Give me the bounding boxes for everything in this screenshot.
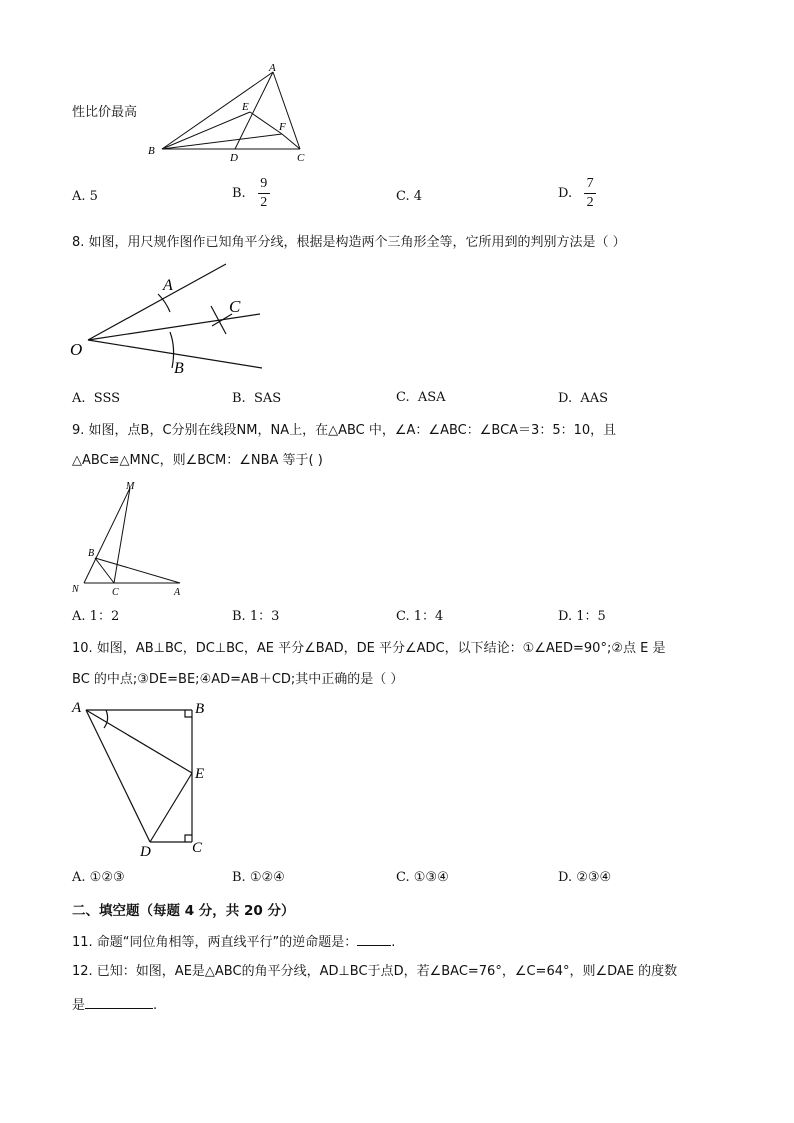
q10-option-b[interactable]: B. ①②④ bbox=[232, 870, 285, 885]
q8-angle-bisector-figure bbox=[66, 256, 276, 381]
q12-stem-line2: 是 bbox=[72, 998, 86, 1013]
q9-stem-line2: △ABC≌△MNC，则∠BCM：∠NBA 等于( ) bbox=[72, 453, 323, 468]
q7-option-c[interactable]: C. 4 bbox=[396, 189, 423, 204]
q11-end: . bbox=[391, 935, 396, 950]
q9-label-a: A bbox=[174, 587, 181, 598]
q10-label-a: A bbox=[72, 700, 82, 716]
q10-stem-line2: BC 的中点;③DE=BE;④AD=AB＋CD;其中正确的是（ ） bbox=[72, 672, 404, 687]
q11-answer-blank[interactable] bbox=[357, 931, 391, 946]
q10-option-d[interactable]: D. ②③④ bbox=[558, 870, 612, 885]
q7-side-note: 性比价最高 bbox=[72, 105, 138, 120]
q9-label-m: M bbox=[126, 481, 135, 492]
q10-label-e: E bbox=[195, 766, 205, 782]
q10-label-b: B bbox=[195, 701, 205, 717]
q8-option-a[interactable]: A. SSS bbox=[72, 391, 121, 406]
q8-label-b: B bbox=[174, 360, 184, 377]
q8-stem: 8. 如图，用尺规作图作已知角平分线，根据是构造两个三角形全等，它所用到的判别方法是（ ） bbox=[72, 235, 626, 250]
q8-label-c: C bbox=[229, 297, 241, 316]
q12-answer-blank[interactable] bbox=[85, 994, 153, 1009]
q7-triangle-figure bbox=[140, 60, 320, 170]
q7-option-b-fraction: $\frac{9}{2}$ bbox=[258, 176, 270, 211]
q10-label-c: C bbox=[192, 840, 203, 856]
q9-option-c[interactable]: C. 1：4 bbox=[396, 609, 444, 624]
q8-option-c[interactable]: C. ASA bbox=[396, 390, 446, 405]
q9-label-b: B bbox=[88, 548, 95, 559]
q7-option-a[interactable]: A. 5 bbox=[72, 189, 98, 204]
section-title: 二、填空题（每题 4 分，共 20 分） bbox=[72, 903, 295, 919]
q10-trapezoid-figure bbox=[68, 694, 218, 860]
q9-label-c: C bbox=[112, 587, 119, 598]
q7-option-d[interactable]: D. $\frac{7}{2}$ bbox=[558, 176, 596, 211]
q9-option-a[interactable]: A. 1：2 bbox=[72, 609, 120, 624]
q7-label-b: B bbox=[148, 145, 155, 157]
q9-congruent-triangles-figure bbox=[68, 478, 198, 600]
q12-stem-line1: 12. 已知：如图，AE是△ABC的角平分线，AD⊥BC于点D，若∠BAC=76°，∠C=64°，则∠DAE 的度数 bbox=[72, 964, 678, 979]
q11-line bbox=[72, 931, 395, 952]
q12-line2 bbox=[72, 994, 157, 1015]
q7-option-b[interactable]: B. $\frac{9}{2}$ bbox=[232, 176, 270, 211]
q8-label-o: O bbox=[70, 340, 83, 359]
q9-stem-line1: 9. 如图，点B，C分别在线段NM，NA上，在△ABC 中，∠A：∠ABC：∠BCA＝3：5：10，且 bbox=[72, 423, 617, 438]
q10-option-a[interactable]: A. ①②③ bbox=[72, 870, 125, 885]
q10-option-c[interactable]: C. ①③④ bbox=[396, 870, 449, 885]
q7-label-a: A bbox=[269, 62, 276, 74]
q10-label-d: D bbox=[140, 844, 151, 860]
q7-label-e: E bbox=[242, 101, 249, 113]
q9-option-d[interactable]: D. 1：5 bbox=[558, 609, 606, 624]
q7-option-d-fraction: $\frac{7}{2}$ bbox=[584, 176, 596, 211]
q8-label-a: A bbox=[163, 277, 173, 294]
q7-label-f: F bbox=[279, 121, 286, 133]
q9-option-b[interactable]: B. 1：3 bbox=[232, 609, 280, 624]
q9-label-n: N bbox=[72, 584, 79, 595]
q11-stem: 11. 命题“同位角相等，两直线平行”的逆命题是： bbox=[72, 935, 358, 950]
q12-end: . bbox=[153, 998, 158, 1013]
q8-option-d[interactable]: D. AAS bbox=[558, 391, 609, 406]
q10-stem-line1: 10. 如图，AB⊥BC，DC⊥BC，AE 平分∠BAD，DE 平分∠ADC，以下结论：①∠AED=90°;②点 E 是 bbox=[72, 641, 666, 656]
q8-option-b[interactable]: B. SAS bbox=[232, 391, 282, 406]
q7-label-c: C bbox=[297, 152, 305, 164]
q7-label-d: D bbox=[230, 152, 238, 164]
